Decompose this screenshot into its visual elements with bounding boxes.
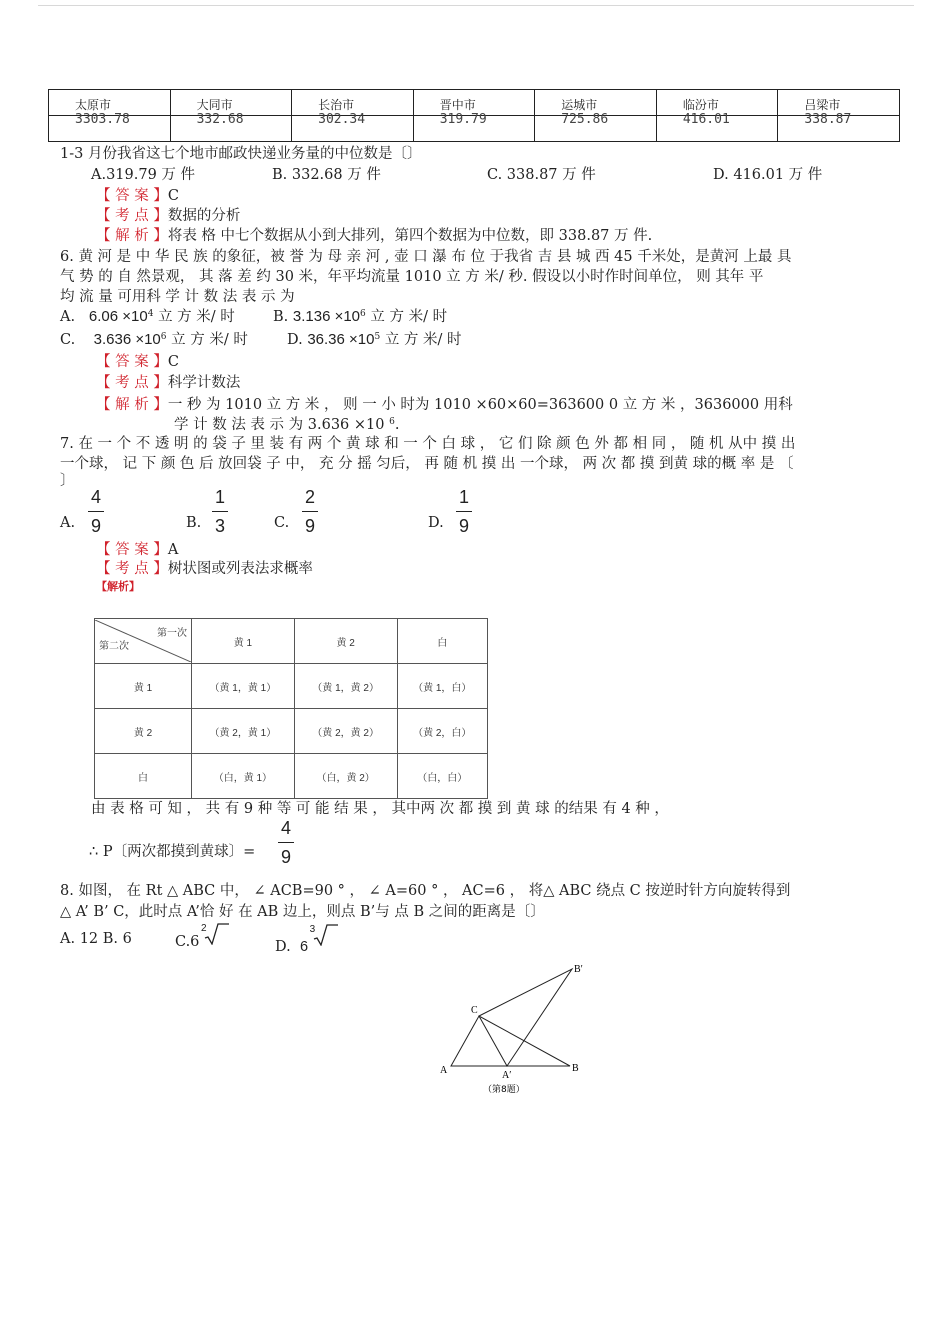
label-a: A xyxy=(440,1065,448,1076)
outcome-table xyxy=(94,618,488,799)
q6-answer-line: 【 答 案 】C xyxy=(96,354,179,370)
outcome-cell: （白，白） xyxy=(397,754,487,799)
outcome-cell: （黄 2，黄 1） xyxy=(192,709,295,754)
city-data-table xyxy=(48,89,900,142)
q7-stem-line2: 一个球， 记 下 颜 色 后 放回袋 子 中， 充 分 摇 匀后， 再 随 机 摸 出 一个球， 两 次 都 摸 到黄 球的概 率 是 〔 xyxy=(60,456,794,472)
outcome-table-corner: 第一次 第二次 xyxy=(95,619,192,664)
outcome-cell: （黄 2，黄 2） xyxy=(294,709,397,754)
q5-option-c: C. 338.87 万 件 xyxy=(487,167,596,183)
outcome-col-header: 白 xyxy=(397,619,487,664)
q7-stem-line3: 〕 xyxy=(60,473,75,489)
q7-option-c-label: C. xyxy=(274,515,290,531)
radical-sign: 2 xyxy=(204,932,230,946)
table-row xyxy=(95,754,488,799)
label-a-prime: A′ xyxy=(502,1070,512,1081)
q5-analysis-line: 【 解 析 】将表 格 中七个数据从小到大排列，第四个数据为中位数，即 338.87 万 件. xyxy=(96,228,653,244)
table-row xyxy=(95,664,488,709)
city-cell: 大同市 332.68 xyxy=(170,90,292,116)
city-cell: 太原市 3303.78 xyxy=(49,90,171,116)
outcome-row-header: 黄 1 xyxy=(95,664,192,709)
q7-option-b-label: B. xyxy=(186,515,202,531)
q7-probability-text: ∴ P〔两次都摸到黄球〕= xyxy=(89,844,256,860)
q8-stem-line1: 8. 如图， 在 Rt △ ABC 中， ∠ ACB=90 ° ， ∠ A=60 ° ， AC=6 ， 将△ ABC 绕点 C 按逆时针方向旋转得到 xyxy=(60,883,791,899)
q7-option-a-fraction: 4 9 xyxy=(88,487,104,537)
city-cell: 晋中市 319.79 xyxy=(413,90,535,116)
q7-probability-fraction: 4 9 xyxy=(278,818,294,868)
q7-stem-line1: 7. 在 一 个 不 透 明 的 袋 子 里 装 有 两 个 黄 球 和 一 个 白 球 ， 它 们 除 颜 色 外 都 相 同 ， 随 机 从中 摸 出 xyxy=(60,436,796,452)
q5-stem: 1-3 月份我省这七个地市邮政快递业务量的中位数是〔〕 xyxy=(60,146,422,162)
outcome-cell: （黄 2，白） xyxy=(397,709,487,754)
outcome-cell: （白，黄 1） xyxy=(192,754,295,799)
q6-stem-line2: 气 势 的 自 然景观， 其 落 差 约 30 米，年平均流量 1010 立 方 米/ 秒. 假设以小时作时间单位， 则 其年 平 xyxy=(60,269,764,285)
outcome-row-header: 白 xyxy=(95,754,192,799)
outcome-cell: （黄 1，白） xyxy=(397,664,487,709)
q7-option-d-label: D. xyxy=(428,515,444,531)
label-c: C xyxy=(471,1005,478,1016)
q5-option-b: B. 332.68 万 件 xyxy=(272,167,381,183)
table-row xyxy=(95,709,488,754)
q7-answer-line: 【 答 案 】A xyxy=(96,542,179,558)
triangle-abc xyxy=(451,1016,570,1066)
label-b: B xyxy=(572,1063,579,1074)
city-cell: 长治市 302.34 xyxy=(292,90,414,116)
q5-option-d: D. 416.01 万 件 xyxy=(713,167,823,183)
q8-options-ab: A. 12 B. 6 xyxy=(60,931,132,947)
q6-analysis-line1: 【 解 析 】一 秒 为 1010 立 方 米 ， 则 一 小 时为 1010 ×60×60=363600 0 立 方 米 ，3636000 用科 xyxy=(96,397,793,413)
figure-caption: （第8题） xyxy=(483,1085,525,1095)
q7-option-a-label: A. xyxy=(60,515,76,531)
q8-stem-line2: △ A’ B’ C，此时点 A’恰 好 在 AB 边上，则点 B’与 点 B 之间的距离是〔〕 xyxy=(60,904,545,920)
q6-stem-line1: 6. 黄 河 是 中 华 民 族 的象征，被 誉 为 母 亲 河 , 壶 口 瀑 布 位 于我省 吉 县 城 西 45 千米处，是黄河 上最 具 xyxy=(60,249,792,265)
q6-option-c: C. $3.636 \times 10^6$ 立 方 米/ 时 xyxy=(60,331,248,348)
page-top-rule xyxy=(38,5,914,6)
q5-point-line: 【 考 点 】数据的分析 xyxy=(96,208,241,224)
outcome-col-header: 黄 1 xyxy=(192,619,295,664)
q7-analysis-label: 【解析】 xyxy=(96,581,140,593)
q8-triangle-figure xyxy=(430,960,600,1100)
q5-answer-line: 【 答 案 】C xyxy=(96,188,179,204)
q7-option-b-fraction: 1 3 xyxy=(212,487,228,537)
radical-sign: 3 xyxy=(313,937,339,951)
q6-option-b: B. $3.136 \times 10^6$ 立 方 米/ 时 xyxy=(273,308,448,325)
q8-option-c: C.6 2 xyxy=(175,932,230,950)
q6-analysis-line2: 学 计 数 法 表 示 为 3.636 ×10 $^6$. xyxy=(174,417,400,433)
q7-option-c-fraction: 2 9 xyxy=(302,487,318,537)
triangle-a1b1c xyxy=(479,969,572,1066)
outcome-row-header: 黄 2 xyxy=(95,709,192,754)
city-cell: 运城市 725.86 xyxy=(535,90,657,116)
q5-option-a: A.319.79 万 件 xyxy=(91,167,196,183)
q6-stem-line3: 均 流 量 可用科 学 计 数 法 表 示 为 xyxy=(60,289,295,305)
q6-point-line: 【 考 点 】科学计数法 xyxy=(96,375,241,391)
outcome-cell: （白，黄 2） xyxy=(294,754,397,799)
outcome-cell: （黄 1，黄 1） xyxy=(192,664,295,709)
q6-option-a: A. $6.06 \times 10^4$ 立 方 米/ 时 xyxy=(60,308,235,325)
outcome-cell: （黄 1，黄 2） xyxy=(294,664,397,709)
q6-option-d: D. $36.36 \times 10^5$ 立 方 米/ 时 xyxy=(287,331,462,348)
q8-option-d: D. 6 3 xyxy=(275,937,339,955)
q7-option-d-fraction: 1 9 xyxy=(456,487,472,537)
q7-point-line: 【 考 点 】树状图或列表法求概率 xyxy=(96,561,313,577)
q7-conclusion: 由 表 格 可 知 ， 共 有 9 种 等 可 能 结 果 ， 其中两 次 都 摸 到 黄 球 的结果 有 4 种 ， xyxy=(91,801,669,817)
outcome-col-header: 黄 2 xyxy=(294,619,397,664)
city-cell: 吕梁市 338.87 xyxy=(778,90,900,116)
label-b-prime: B′ xyxy=(574,964,583,975)
city-cell: 临汾市 416.01 xyxy=(656,90,778,116)
